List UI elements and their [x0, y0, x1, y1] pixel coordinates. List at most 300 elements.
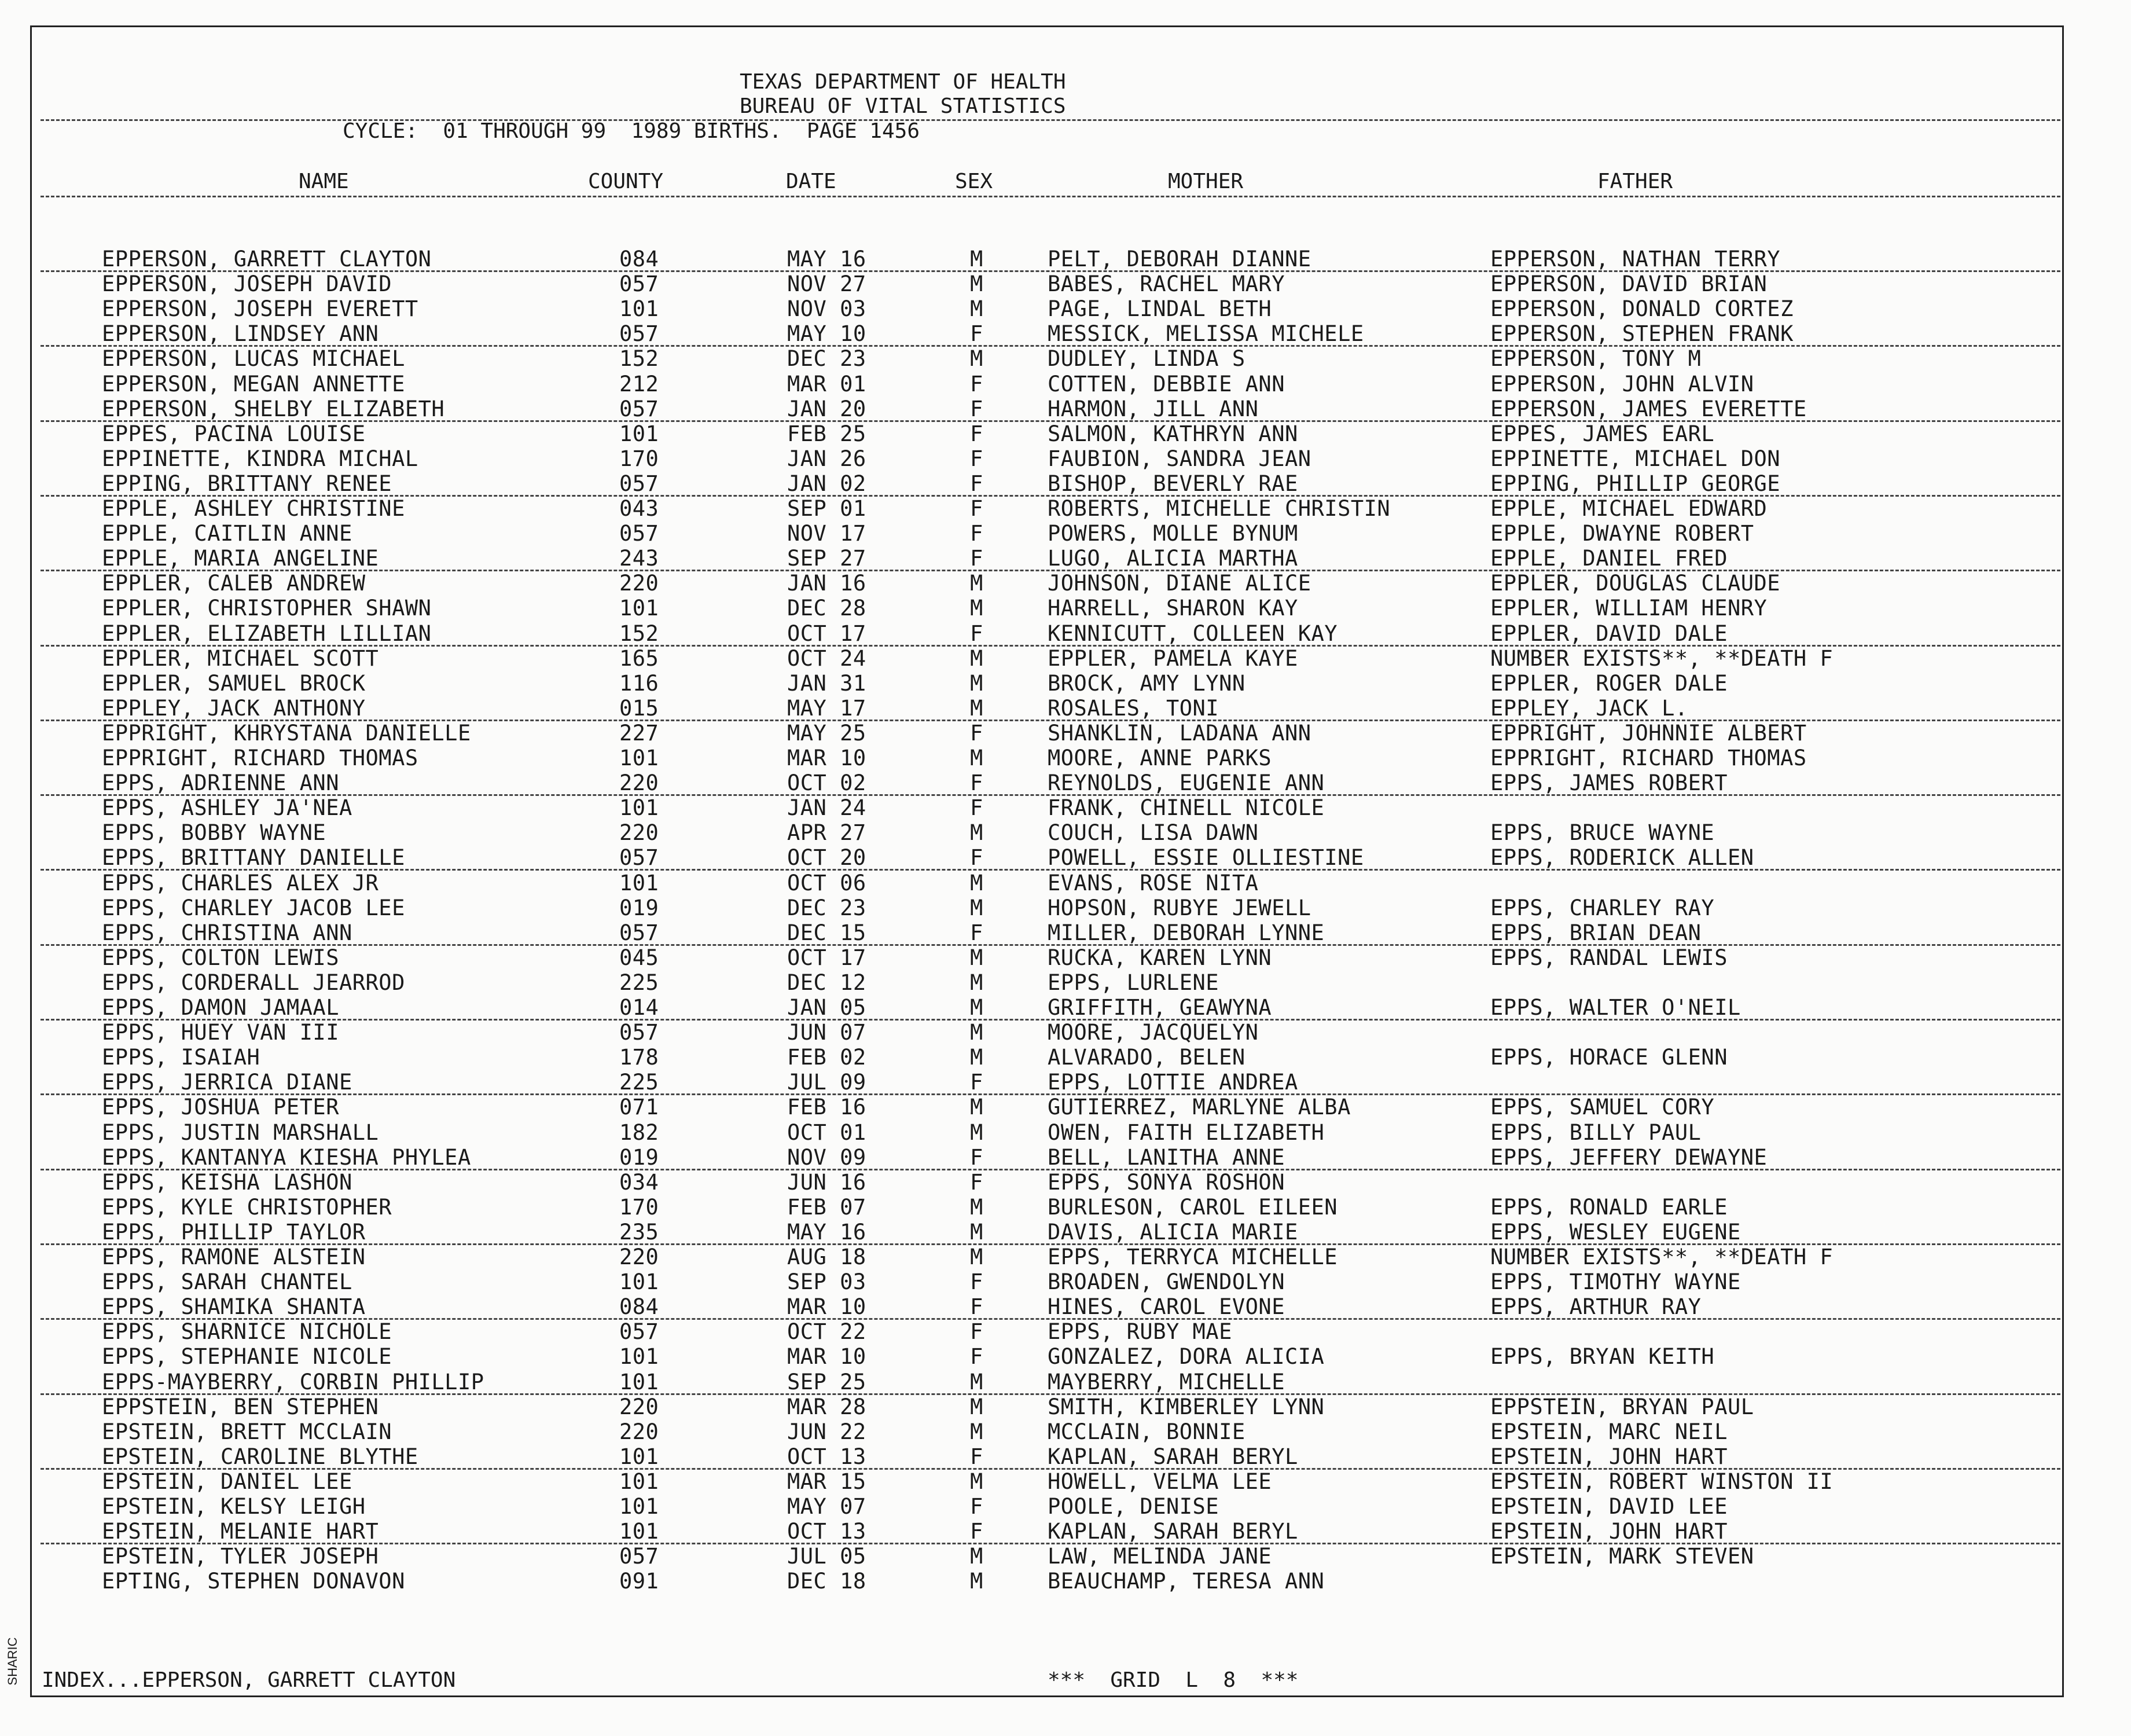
- cell-county: 220: [619, 770, 659, 796]
- cell-sex: F: [970, 1519, 983, 1544]
- cell-name: EPPS, JERRICA DIANE: [102, 1070, 352, 1095]
- cell-county: 019: [619, 1144, 659, 1170]
- table-row: [0, 795, 2131, 820]
- cell-name: EPPRIGHT, RICHARD THOMAS: [102, 746, 418, 770]
- cell-name: EPSTEIN, DANIEL LEE: [102, 1469, 352, 1494]
- cell-father: EPPLE, DANIEL FRED: [1490, 546, 1728, 571]
- cell-name: EPPS, SARAH CHANTEL: [102, 1269, 352, 1295]
- column-header-county: COUNTY: [588, 170, 664, 193]
- table-row: [0, 1394, 2131, 1419]
- table-row: [0, 496, 2131, 521]
- cell-father: EPSTEIN, MARK STEVEN: [1490, 1544, 1754, 1569]
- cell-father: EPPS, ARTHUR RAY: [1490, 1294, 1702, 1320]
- cell-father: EPPERSON, JOHN ALVIN: [1490, 371, 1754, 397]
- cell-date: OCT 13: [787, 1519, 866, 1544]
- cell-mother: HARMON, JILL ANN: [1048, 396, 1259, 421]
- cell-date: MAR 10: [787, 746, 866, 770]
- cell-father: EPPS, RODERICK ALLEN: [1490, 845, 1754, 871]
- cell-date: SEP 03: [787, 1269, 866, 1295]
- cell-father: EPPERSON, DONALD CORTEZ: [1490, 296, 1794, 322]
- cell-mother: GRIFFITH, GEAWYNA: [1048, 995, 1272, 1020]
- cell-sex: M: [970, 271, 983, 297]
- table-row: [0, 845, 2131, 870]
- cell-county: 235: [619, 1219, 659, 1245]
- cell-mother: HINES, CAROL EVONE: [1048, 1294, 1285, 1320]
- cell-sex: F: [970, 1169, 983, 1195]
- cell-county: 015: [619, 695, 659, 721]
- cell-county: 152: [619, 346, 659, 372]
- table-row: [0, 1469, 2131, 1494]
- table-row: [0, 397, 2131, 421]
- table-row: [0, 1494, 2131, 1519]
- side-label-text: SHARIC: [5, 1637, 20, 1686]
- cell-date: MAR 15: [787, 1469, 866, 1494]
- cell-father: EPPSTEIN, BRYAN PAUL: [1490, 1394, 1754, 1419]
- cell-sex: M: [970, 870, 983, 895]
- cell-name: EPPS, ASHLEY JA'NEA: [102, 795, 352, 821]
- column-header-mother: MOTHER: [1168, 170, 1244, 193]
- cell-name: EPPS, STEPHANIE NICOLE: [102, 1344, 392, 1370]
- table-row: [0, 446, 2131, 471]
- grid-footer: *** GRID L 8 ***: [1048, 1668, 1299, 1692]
- cell-date: JAN 05: [787, 995, 866, 1020]
- cell-county: 043: [619, 496, 659, 521]
- cell-mother: EPPLER, PAMELA KAYE: [1048, 645, 1298, 671]
- cell-date: DEC 23: [787, 346, 866, 372]
- cell-name: EPPS, CORDERALL JEARROD: [102, 970, 405, 995]
- table-row: [0, 770, 2131, 795]
- cell-mother: SMITH, KIMBERLEY LYNN: [1048, 1394, 1325, 1419]
- table-row: [0, 1045, 2131, 1070]
- cell-mother: POWERS, MOLLE BYNUM: [1048, 521, 1298, 546]
- cell-county: 034: [619, 1169, 659, 1195]
- column-header-father: FATHER: [1597, 170, 1673, 193]
- cell-sex: M: [970, 1369, 983, 1394]
- cell-date: FEB 07: [787, 1194, 866, 1220]
- column-header-date: DATE: [786, 170, 836, 193]
- cell-name: EPPLER, ELIZABETH LILLIAN: [102, 621, 432, 646]
- cell-county: 057: [619, 1020, 659, 1045]
- cell-county: 101: [619, 746, 659, 770]
- cell-date: MAR 28: [787, 1394, 866, 1419]
- cell-sex: M: [970, 1394, 983, 1419]
- table-row: [0, 1569, 2131, 1594]
- cell-name: EPPSTEIN, BEN STEPHEN: [102, 1394, 379, 1419]
- cell-sex: F: [970, 546, 983, 571]
- cell-sex: M: [970, 746, 983, 770]
- cell-mother: COUCH, LISA DAWN: [1048, 820, 1259, 846]
- cell-sex: F: [970, 496, 983, 521]
- cell-date: MAY 17: [787, 695, 866, 721]
- cell-county: 019: [619, 895, 659, 920]
- cell-father: EPPS, BRUCE WAYNE: [1490, 820, 1715, 846]
- cell-county: 091: [619, 1569, 659, 1594]
- cell-sex: F: [970, 845, 983, 871]
- cell-mother: MOORE, ANNE PARKS: [1048, 746, 1272, 770]
- cell-sex: M: [970, 1020, 983, 1045]
- table-row: [0, 596, 2131, 621]
- cell-county: 057: [619, 920, 659, 945]
- cell-mother: EPPS, LOTTIE ANDREA: [1048, 1070, 1298, 1095]
- cell-sex: F: [970, 1344, 983, 1370]
- cell-sex: F: [970, 795, 983, 821]
- cell-mother: GONZALEZ, DORA ALICIA: [1048, 1344, 1325, 1370]
- cell-county: 165: [619, 645, 659, 671]
- cell-mother: BROCK, AMY LYNN: [1048, 670, 1245, 696]
- cell-county: 071: [619, 1095, 659, 1120]
- table-row: [0, 671, 2131, 696]
- cell-sex: M: [970, 247, 983, 271]
- cell-father: EPSTEIN, DAVID LEE: [1490, 1494, 1728, 1519]
- cell-sex: F: [970, 920, 983, 945]
- table-row: [0, 1444, 2131, 1469]
- cell-name: EPPS, ISAIAH: [102, 1045, 260, 1070]
- cell-mother: COTTEN, DEBBIE ANN: [1048, 371, 1285, 397]
- cell-name: EPPLEY, JACK ANTHONY: [102, 695, 366, 721]
- cell-mother: REYNOLDS, EUGENIE ANN: [1048, 770, 1325, 796]
- table-row: [0, 571, 2131, 596]
- cell-mother: OWEN, FAITH ELIZABETH: [1048, 1120, 1325, 1145]
- cell-name: EPPERSON, JOSEPH DAVID: [102, 271, 392, 297]
- cell-county: 170: [619, 1194, 659, 1220]
- cell-sex: F: [970, 421, 983, 446]
- table-row: [0, 696, 2131, 721]
- cell-father: EPPLER, DAVID DALE: [1490, 621, 1728, 646]
- cell-father: EPPERSON, STEPHEN FRANK: [1490, 321, 1794, 347]
- cell-name: EPPS, CHRISTINA ANN: [102, 920, 352, 945]
- cell-date: MAR 10: [787, 1344, 866, 1370]
- cell-mother: FRANK, CHINELL NICOLE: [1048, 795, 1325, 821]
- cell-name: EPPLER, MICHAEL SCOTT: [102, 645, 379, 671]
- cell-county: 152: [619, 621, 659, 646]
- table-row: [0, 746, 2131, 770]
- cell-county: 101: [619, 1444, 659, 1469]
- cell-date: JAN 02: [787, 471, 866, 496]
- table-row: [0, 1120, 2131, 1145]
- cell-sex: F: [970, 770, 983, 796]
- cell-mother: LUGO, ALICIA MARTHA: [1048, 546, 1298, 571]
- table-row: [0, 820, 2131, 845]
- cell-mother: RUCKA, KAREN LYNN: [1048, 945, 1272, 970]
- cell-mother: MCCLAIN, BONNIE: [1048, 1419, 1245, 1444]
- cell-father: EPPS, HORACE GLENN: [1490, 1045, 1728, 1070]
- department-title: TEXAS DEPARTMENT OF HEALTH: [740, 70, 1066, 94]
- cell-father: EPSTEIN, ROBERT WINSTON II: [1490, 1469, 1834, 1494]
- cell-sex: F: [970, 1294, 983, 1320]
- cell-date: JUL 05: [787, 1544, 866, 1569]
- cell-date: APR 27: [787, 820, 866, 846]
- cell-mother: DAVIS, ALICIA MARIE: [1048, 1219, 1298, 1245]
- cell-sex: F: [970, 1070, 983, 1095]
- cell-name: EPPERSON, GARRETT CLAYTON: [102, 247, 432, 271]
- cell-sex: F: [970, 1319, 983, 1345]
- cell-mother: KAPLAN, SARAH BERYL: [1048, 1519, 1298, 1544]
- cell-county: 101: [619, 1269, 659, 1295]
- cell-county: 116: [619, 670, 659, 696]
- cell-name: EPPLER, CHRISTOPHER SHAWN: [102, 596, 432, 621]
- table-row: [0, 1095, 2131, 1120]
- table-row: [0, 721, 2131, 746]
- cell-date: JAN 31: [787, 670, 866, 696]
- cell-mother: ROSALES, TONI: [1048, 695, 1219, 721]
- table-row: [0, 945, 2131, 970]
- cell-sex: M: [970, 296, 983, 322]
- cell-sex: F: [970, 446, 983, 471]
- table-row: [0, 1419, 2131, 1444]
- cell-county: 057: [619, 1544, 659, 1569]
- cell-father: EPPLER, DOUGLAS CLAUDE: [1490, 571, 1781, 596]
- cell-name: EPPS, JUSTIN MARSHALL: [102, 1120, 379, 1145]
- cell-sex: M: [970, 670, 983, 696]
- cell-mother: HARRELL, SHARON KAY: [1048, 596, 1298, 621]
- cell-father: EPPS, JEFFERY DEWAYNE: [1490, 1144, 1768, 1170]
- cell-county: 220: [619, 1419, 659, 1444]
- index-footer: INDEX...EPPERSON, GARRETT CLAYTON: [42, 1668, 456, 1692]
- cell-county: 101: [619, 1469, 659, 1494]
- cell-county: 057: [619, 271, 659, 297]
- column-header-rule: [41, 196, 2060, 197]
- cell-name: EPPERSON, LINDSEY ANN: [102, 321, 379, 347]
- cell-mother: SHANKLIN, LADANA ANN: [1048, 720, 1311, 746]
- cell-county: 057: [619, 521, 659, 546]
- table-row: [0, 1319, 2131, 1344]
- column-header-name: NAME: [299, 170, 349, 193]
- cell-county: 101: [619, 1494, 659, 1519]
- cell-father: EPPERSON, JAMES EVERETTE: [1490, 396, 1807, 421]
- cell-name: EPTING, STEPHEN DONAVON: [102, 1569, 405, 1594]
- cell-county: 225: [619, 1070, 659, 1095]
- cell-sex: M: [970, 1419, 983, 1444]
- cell-name: EPPERSON, MEGAN ANNETTE: [102, 371, 405, 397]
- cell-date: OCT 22: [787, 1319, 866, 1345]
- table-row: [0, 1220, 2131, 1245]
- table-row: [0, 546, 2131, 571]
- cell-name: EPPERSON, SHELBY ELIZABETH: [102, 396, 445, 421]
- cell-sex: F: [970, 321, 983, 347]
- cell-sex: M: [970, 596, 983, 621]
- cell-name: EPPRIGHT, KHRYSTANA DANIELLE: [102, 720, 471, 746]
- cell-father: EPPERSON, TONY M: [1490, 346, 1702, 372]
- cell-sex: F: [970, 720, 983, 746]
- cell-mother: BABES, RACHEL MARY: [1048, 271, 1285, 297]
- cell-name: EPPLE, CAITLIN ANNE: [102, 521, 352, 546]
- cell-mother: BELL, LANITHA ANNE: [1048, 1144, 1285, 1170]
- cell-date: SEP 25: [787, 1369, 866, 1394]
- cell-date: NOV 09: [787, 1144, 866, 1170]
- table-row: [0, 1519, 2131, 1544]
- cell-county: 225: [619, 970, 659, 995]
- cell-mother: GUTIERREZ, MARLYNE ALBA: [1048, 1095, 1351, 1120]
- cell-name: EPPS, JOSHUA PETER: [102, 1095, 339, 1120]
- cell-sex: M: [970, 1120, 983, 1145]
- cell-mother: MOORE, JACQUELYN: [1048, 1020, 1259, 1045]
- cell-date: OCT 17: [787, 621, 866, 646]
- cell-date: NOV 27: [787, 271, 866, 297]
- cell-county: 057: [619, 396, 659, 421]
- cell-father: EPPES, JAMES EARL: [1490, 421, 1715, 446]
- cell-name: EPSTEIN, KELSY LEIGH: [102, 1494, 366, 1519]
- cell-sex: F: [970, 371, 983, 397]
- table-row: [0, 521, 2131, 546]
- cell-name: EPSTEIN, BRETT MCCLAIN: [102, 1419, 392, 1444]
- cell-mother: BEAUCHAMP, TERESA ANN: [1048, 1569, 1325, 1594]
- cell-mother: POWELL, ESSIE OLLIESTINE: [1048, 845, 1364, 871]
- table-row: [0, 471, 2131, 496]
- cell-name: EPPS, HUEY VAN III: [102, 1020, 339, 1045]
- cell-name: EPPS, KEISHA LASHON: [102, 1169, 352, 1195]
- cell-date: MAR 01: [787, 371, 866, 397]
- cell-mother: BISHOP, BEVERLY RAE: [1048, 471, 1298, 496]
- cell-mother: LAW, MELINDA JANE: [1048, 1544, 1272, 1569]
- cell-name: EPPS, SHAMIKA SHANTA: [102, 1294, 366, 1320]
- cell-mother: EPPS, RUBY MAE: [1048, 1319, 1232, 1345]
- cell-father: EPPS, BRIAN DEAN: [1490, 920, 1702, 945]
- cell-sex: M: [970, 695, 983, 721]
- cell-name: EPPERSON, JOSEPH EVERETT: [102, 296, 418, 322]
- cell-county: 220: [619, 1245, 659, 1269]
- cell-county: 227: [619, 720, 659, 746]
- cell-county: 101: [619, 596, 659, 621]
- cell-father: EPPLER, ROGER DALE: [1490, 670, 1728, 696]
- cell-father: EPPLEY, JACK L.: [1490, 695, 1688, 721]
- cell-county: 220: [619, 571, 659, 596]
- cell-county: 178: [619, 1045, 659, 1070]
- cell-county: 212: [619, 371, 659, 397]
- cell-sex: F: [970, 471, 983, 496]
- cell-father: EPPS, SAMUEL CORY: [1490, 1095, 1715, 1120]
- cell-sex: M: [970, 1469, 983, 1494]
- table-row: [0, 646, 2131, 671]
- cell-date: OCT 06: [787, 870, 866, 895]
- cell-father: EPPS, RANDAL LEWIS: [1490, 945, 1728, 970]
- cell-county: 101: [619, 1344, 659, 1370]
- cell-father: EPPS, RONALD EARLE: [1490, 1194, 1728, 1220]
- cell-mother: JOHNSON, DIANE ALICE: [1048, 571, 1311, 596]
- cell-date: MAR 10: [787, 1294, 866, 1320]
- cell-date: NOV 17: [787, 521, 866, 546]
- cell-date: JUL 09: [787, 1070, 866, 1095]
- cell-date: DEC 15: [787, 920, 866, 945]
- cell-mother: EPPS, SONYA ROSHON: [1048, 1169, 1285, 1195]
- cell-sex: F: [970, 521, 983, 546]
- table-row: [0, 920, 2131, 945]
- table-row: [0, 895, 2131, 920]
- cell-name: EPPS, SHARNICE NICHOLE: [102, 1319, 392, 1345]
- cell-mother: PELT, DEBORAH DIANNE: [1048, 247, 1311, 271]
- table-row: [0, 1544, 2131, 1569]
- cell-mother: BROADEN, GWENDOLYN: [1048, 1269, 1285, 1295]
- cell-mother: HOPSON, RUBYE JEWELL: [1048, 895, 1311, 920]
- cell-name: EPPS-MAYBERRY, CORBIN PHILLIP: [102, 1369, 484, 1394]
- cell-date: MAY 07: [787, 1494, 866, 1519]
- cell-sex: F: [970, 621, 983, 646]
- cell-sex: M: [970, 571, 983, 596]
- cell-father: EPPS, JAMES ROBERT: [1490, 770, 1728, 796]
- cell-county: 014: [619, 995, 659, 1020]
- bureau-title: BUREAU OF VITAL STATISTICS: [740, 94, 1066, 118]
- cell-county: 101: [619, 421, 659, 446]
- cell-county: 182: [619, 1120, 659, 1145]
- cell-sex: M: [970, 820, 983, 846]
- cell-father: NUMBER EXISTS**, **DEATH F: [1490, 1245, 1834, 1269]
- cell-name: EPPS, BRITTANY DANIELLE: [102, 845, 405, 871]
- cell-sex: F: [970, 1494, 983, 1519]
- cell-date: JUN 07: [787, 1020, 866, 1045]
- table-row: [0, 1145, 2131, 1170]
- cell-mother: EPPS, LURLENE: [1048, 970, 1219, 995]
- cell-date: OCT 02: [787, 770, 866, 796]
- cell-father: EPPRIGHT, JOHNNIE ALBERT: [1490, 720, 1807, 746]
- cell-name: EPSTEIN, CAROLINE BLYTHE: [102, 1444, 418, 1469]
- cell-father: EPPS, TIMOTHY WAYNE: [1490, 1269, 1741, 1295]
- cell-county: 220: [619, 1394, 659, 1419]
- cell-father: NUMBER EXISTS**, **DEATH F: [1490, 645, 1834, 671]
- cell-name: EPPS, COLTON LEWIS: [102, 945, 339, 970]
- table-row: [0, 1344, 2131, 1369]
- cell-father: EPSTEIN, JOHN HART: [1490, 1444, 1728, 1469]
- cell-name: EPPS, CHARLES ALEX JR: [102, 870, 379, 895]
- cell-date: NOV 03: [787, 296, 866, 322]
- cell-mother: ALVARADO, BELEN: [1048, 1045, 1245, 1070]
- cell-father: EPPS, WESLEY EUGENE: [1490, 1219, 1741, 1245]
- cell-name: EPPINETTE, KINDRA MICHAL: [102, 446, 418, 471]
- cell-name: EPPS, DAMON JAMAAL: [102, 995, 339, 1020]
- cell-name: EPPLE, MARIA ANGELINE: [102, 546, 379, 571]
- cell-date: JAN 20: [787, 396, 866, 421]
- cell-date: DEC 12: [787, 970, 866, 995]
- cell-name: EPPES, PACINA LOUISE: [102, 421, 366, 446]
- table-row: [0, 247, 2131, 271]
- table-row: [0, 1294, 2131, 1319]
- cell-mother: KAPLAN, SARAH BERYL: [1048, 1444, 1298, 1469]
- cell-sex: M: [970, 1095, 983, 1120]
- cell-father: EPPINETTE, MICHAEL DON: [1490, 446, 1781, 471]
- cell-county: 170: [619, 446, 659, 471]
- side-label: [3, 1629, 22, 1693]
- cell-mother: PAGE, LINDAL BETH: [1048, 296, 1272, 322]
- table-row: [0, 1370, 2131, 1394]
- cell-sex: M: [970, 1194, 983, 1220]
- cell-date: JUN 16: [787, 1169, 866, 1195]
- cell-date: OCT 24: [787, 645, 866, 671]
- cell-date: DEC 28: [787, 596, 866, 621]
- cell-name: EPPLE, ASHLEY CHRISTINE: [102, 496, 405, 521]
- cell-mother: KENNICUTT, COLLEEN KAY: [1048, 621, 1338, 646]
- table-row: [0, 871, 2131, 895]
- table-row: [0, 1195, 2131, 1220]
- cell-date: MAY 25: [787, 720, 866, 746]
- cell-sex: M: [970, 970, 983, 995]
- cell-mother: EVANS, ROSE NITA: [1048, 870, 1259, 895]
- cell-mother: SALMON, KATHRYN ANN: [1048, 421, 1298, 446]
- cell-date: JAN 16: [787, 571, 866, 596]
- cell-father: EPPRIGHT, RICHARD THOMAS: [1490, 746, 1807, 770]
- cell-father: EPPLE, DWAYNE ROBERT: [1490, 521, 1754, 546]
- table-row: [0, 1245, 2131, 1269]
- table-row: [0, 995, 2131, 1020]
- cell-name: EPPLER, SAMUEL BROCK: [102, 670, 366, 696]
- cell-name: EPPING, BRITTANY RENEE: [102, 471, 392, 496]
- cell-date: FEB 25: [787, 421, 866, 446]
- cell-mother: HOWELL, VELMA LEE: [1048, 1469, 1272, 1494]
- cell-name: EPSTEIN, TYLER JOSEPH: [102, 1544, 379, 1569]
- cell-county: 101: [619, 296, 659, 322]
- cell-father: EPPLER, WILLIAM HENRY: [1490, 596, 1768, 621]
- cell-father: EPPS, BRYAN KEITH: [1490, 1344, 1715, 1370]
- table-row: [0, 271, 2131, 296]
- cell-name: EPPS, KYLE CHRISTOPHER: [102, 1194, 392, 1220]
- cell-mother: MESSICK, MELISSA MICHELE: [1048, 321, 1364, 347]
